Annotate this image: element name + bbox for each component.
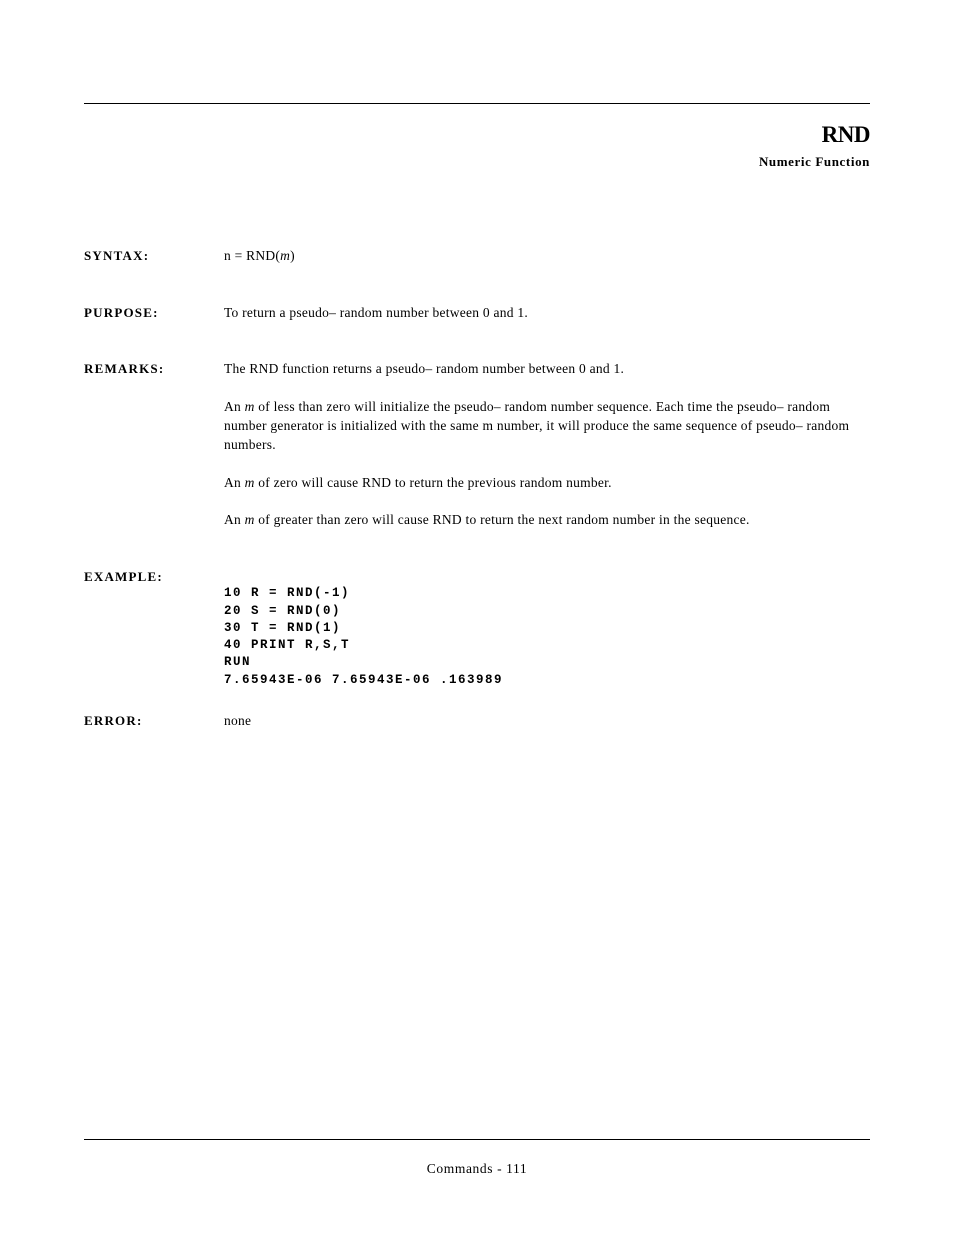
syntax-text [224,246,864,265]
example-label: EXAMPLE: [84,569,163,584]
page-title: RND [821,122,870,147]
header-rule [84,103,870,104]
error-label: ERROR: [84,713,143,728]
remarks-p2-before: An [224,399,245,414]
purpose-text: To return a pseudo– random number between 0 and 1. [224,305,528,320]
purpose-label: PURPOSE: [84,305,159,320]
example-code-block [224,568,503,706]
error-text: none [224,713,252,728]
remarks-p4-after: of greater than zero will cause RND to return the next random number in the sequence. [254,512,750,527]
remarks-p3-before: An [224,475,245,490]
remarks-p3-after: of zero will cause RND to return the previous random number. [254,475,612,490]
remarks-p4-param: m [244,512,255,527]
footer-rule [84,1139,870,1140]
syntax-param: m [280,248,291,263]
syntax-prefix: n = RND( [224,248,281,263]
code-output-line: 7.65943E-06 7.65943E-06 .163989 [224,672,504,687]
remarks-p4-before: An [224,512,245,527]
page-subtitle: Numeric Function [758,154,870,169]
code-line: RUN [224,655,252,670]
remarks-p2-param: m [244,399,255,414]
code-line: 10 R = RND(-1) [224,586,351,601]
syntax-label: SYNTAX: [84,248,150,263]
code-line: 20 S = RND(0) [224,603,342,618]
syntax-suffix: ) [290,248,295,263]
remarks-paragraph-1: The RND function returns a pseudo– random number between 0 and 1. [224,361,625,376]
page-footer: Commands - 111 [426,1161,528,1176]
remarks-p2-after: of less than zero will initialize the pseudo– random number sequence. Each time the pseudo– random number generator is initialized with the same m number, it will produce the same sequence of pseudo– random numbers. [224,399,850,452]
remarks-p3-param: m [244,475,255,490]
remarks-paragraph-3 [224,473,864,492]
code-line: 40 PRINT R,S,T [224,638,351,653]
remarks-label: REMARKS: [84,361,165,376]
remarks-paragraph-4 [224,510,864,529]
remarks-paragraph-2 [224,397,864,454]
code-line: 30 T = RND(1) [224,620,342,635]
